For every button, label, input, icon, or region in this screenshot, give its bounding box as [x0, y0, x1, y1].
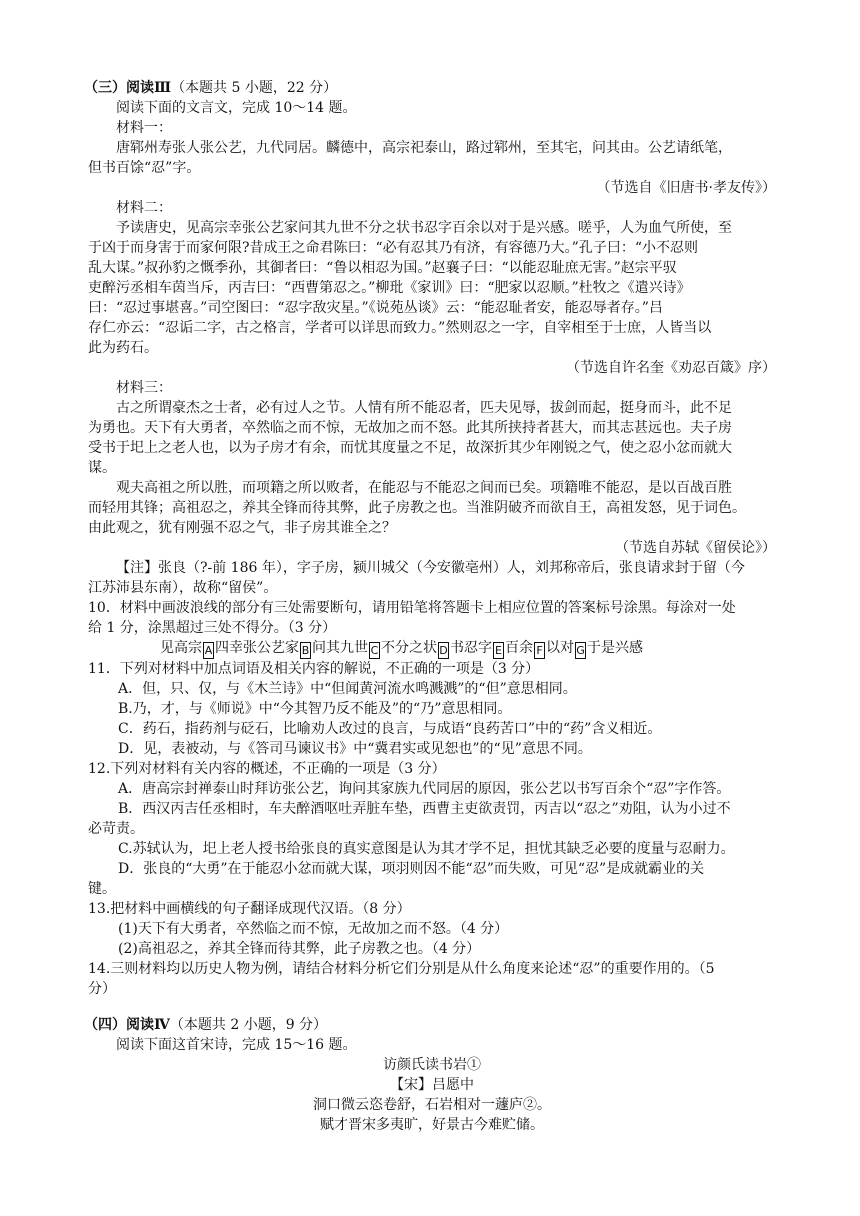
material-1-label: 材料一：: [116, 120, 172, 136]
poem-title: 访颜氏读书岩①: [383, 1057, 481, 1073]
q11-option-c: C．药石，指药剂与砭石，比喻劝人改过的良言，与成语“良药苦口”中的“药”含义相近。: [118, 721, 662, 737]
material-2-text: 乱大谋。”叔孙豹之慨季孙，其御者曰：“鲁以相忍为国。”赵襄子曰：“以能忍耻庶无害。”赵宗平驭: [88, 260, 677, 276]
material-2-text: 吏醉污丞相车茵当斥，丙吉曰：“西曹第忍之。”柳玭《家训》曰：“肥家以忍顺。”杜牧之《遣兴诗》: [88, 280, 691, 296]
poem-line: 赋才晋宋多夷旷，好景古今难贮储。: [320, 1117, 544, 1133]
q10-segment: 不分之状: [381, 640, 437, 656]
section-spacer: [88, 999, 776, 1015]
question-14: 分）: [88, 981, 116, 997]
q12-option-b: B．西汉丙吉任丞相时，车夫醉酒呕吐弄脏车垫，西曹主吏欲责罚，丙吉以“忍之”劝阻，认为小过不: [118, 801, 731, 817]
q10-choice-row: [88, 638, 776, 659]
annotation-note: 【注】张良（?-前 186 年），字子房，颍川城父（今安徽亳州）人，刘邦称帝后，张良请求封于留（今: [116, 560, 745, 576]
material-3-text: 为勇也。天下有大勇者，卒然临之而不惊，无故加之而不怒。此其所挟持者甚大，而其志甚远也。夫子房: [88, 420, 732, 436]
q10-segment: 四幸张公艺家: [215, 640, 299, 656]
material-1-source: （节选自《旧唐书·孝友传》）: [596, 180, 776, 196]
material-3-text: 受书于圯上之老人也，以为子房才有余，而忧其度量之不足，故深折其少年刚锐之气，使之忍小忿而就大: [88, 440, 732, 456]
material-3-text: 古之所谓豪杰之士者，必有过人之节。人情有所不能忍者，匹夫见辱，拔剑而起，挺身而斗，此不足: [116, 400, 732, 416]
material-2-text: 予读唐史，见高宗幸张公艺家问其九世不分之状书忍字百余以对于是兴感。嗟乎，人为血气所使，至: [116, 220, 732, 236]
q12-option-d: 键。: [88, 881, 116, 897]
q12-option-d: D．张良的“大勇”在于能忍小忿而就大谋，项羽则因不能“忍”而失败，可见“忍”是成就霸业的关: [118, 861, 705, 877]
question-11: 11．下列对材料中加点词语及相关内容的解说，不正确的一项是（3 分）: [88, 661, 540, 677]
section-3-meta: （本题共 5 小题，22 分）: [171, 80, 338, 96]
q12-option-a: A．唐高宗封禅泰山时拜访张公艺，询问其家族九代同居的原因，张公艺以书写百余个“忍”字作答。: [118, 781, 731, 797]
q10-option-a[interactable]: A: [204, 644, 213, 657]
q11-option-b: B.乃，才，与《师说》中“今其智乃反不能及”的“乃”意思相同。: [118, 701, 512, 717]
material-2-source: （节选自许名奎《劝忍百箴》序）: [566, 360, 776, 376]
material-2-text: 此为药石。: [88, 340, 158, 356]
q10-segment: 问其九世: [312, 640, 368, 656]
question-13: 13.把材料中画横线的句子翻译成现代汉语。（8 分）: [88, 901, 411, 917]
q10-option-g[interactable]: G: [576, 644, 585, 657]
q12-option-b: 必苛责。: [88, 821, 144, 837]
section-4-heading: [84, 1015, 776, 1035]
section-3-heading: [84, 78, 776, 98]
q11-option-d: D．见，表被动，与《答司马谏议书》中“冀君实或见恕也”的“见”意思不同。: [118, 741, 592, 757]
material-2-text: 存仁亦云：“忍诟二字，古之格言，学者可以详思而致力。”然则忍之一字，自宰相至于士庶，人皆当以: [88, 320, 712, 336]
q10-segment: 百余: [505, 640, 533, 656]
section-3-title: （三）阅读Ⅲ: [84, 80, 172, 96]
question-10: 给 1 分，涂黑超过三处不得分。（3 分）: [88, 620, 337, 636]
question-14: 14.三则材料均以历史人物为例，请结合材料分析它们分别是从什么角度来论述“忍”的重要作用的。（5: [88, 961, 715, 977]
q10-option-d[interactable]: D: [439, 644, 448, 657]
material-2-text: 曰：“忍过事堪喜。”司空图曰：“忍字敌灾星。”《说苑丛谈》云：“能忍耻者安，能忍辱者存。”吕: [88, 300, 663, 316]
q10-option-b[interactable]: B: [301, 644, 310, 657]
q10-option-c[interactable]: C: [370, 644, 379, 657]
section-4-meta: （本题共 2 小题，9 分）: [169, 1017, 328, 1033]
q13-part-1: (1)天下有大勇者，卒然临之而不惊，无故加之而不怒。（4 分）: [118, 921, 509, 937]
material-3-text: 由此观之，犹有刚强不忍之气，非子房其谁全之？: [88, 520, 396, 536]
material-3-source: （节选自苏轼《留侯论》）: [615, 540, 776, 556]
q10-segment: 见高宗: [160, 640, 202, 656]
material-2-text: 于凶于而身害于而家何限?昔成王之命君陈曰：“必有忍其乃有济，有容德乃大。”孔子曰：“小不忍则: [88, 240, 698, 256]
section-3-intro: 阅读下面的文言文，完成 10～14 题。: [116, 100, 357, 116]
material-1-text: 唐郓州寿张人张公艺，九代同居。麟德中，高宗祀泰山，路过郓州，至其宅，问其由。公艺请纸笔，: [116, 140, 732, 156]
question-12: 12.下列对材料有关内容的概述，不正确的一项是（3 分）: [88, 761, 446, 777]
material-3-text: 而轻用其锋；高祖忍之，养其全锋而待其弊，此子房教之也。当淮阴破齐而欲自王，高祖发怒，见于词色。: [88, 500, 746, 516]
q10-option-e[interactable]: E: [493, 642, 504, 659]
section-4-title: （四）阅读Ⅳ: [84, 1017, 170, 1033]
section-4-intro: 阅读下面这首宋诗，完成 15～16 题。: [116, 1037, 357, 1053]
poem-author: 【宋】吕愿中: [390, 1077, 474, 1093]
material-2-label: 材料二：: [116, 200, 172, 216]
annotation-note: 江苏沛县东南），故称“留侯”。: [88, 580, 278, 596]
q10-option-f[interactable]: F: [534, 642, 545, 659]
q13-part-2: (2)高祖忍之，养其全锋而待其弊，此子房教之也。（4 分）: [118, 941, 481, 957]
q10-segment: 以对: [546, 640, 574, 656]
poem-line: 洞口微云恣卷舒，石岩相对一蘧庐②。: [313, 1097, 551, 1113]
material-3-text: 谋。: [88, 460, 116, 476]
material-1-text: 但书百馀“忍”字。: [88, 160, 201, 176]
q10-segment: 书忍字: [450, 640, 492, 656]
q11-option-a: A．但，只、仅，与《木兰诗》中“但闻黄河流水鸣溅溅”的“但”意思相同。: [118, 681, 577, 697]
q12-option-c: C.苏轼认为，圯上老人授书给张良的真实意图是认为其才学不足，担忧其缺乏必要的度量与忍耐力。: [118, 841, 735, 857]
material-3-text: 观夫高祖之所以胜，而项籍之所以败者，在能忍与不能忍之间而已矣。项籍唯不能忍，是以百战百胜: [116, 480, 732, 496]
question-10: 10．材料中画波浪线的部分有三处需要断句，请用铅笔将答题卡上相应位置的答案标号涂黑。每涂对一处: [88, 600, 736, 616]
material-3-label: 材料三：: [116, 380, 172, 396]
q10-segment: 于是兴感: [587, 640, 643, 656]
exam-page: [84, 78, 776, 1135]
